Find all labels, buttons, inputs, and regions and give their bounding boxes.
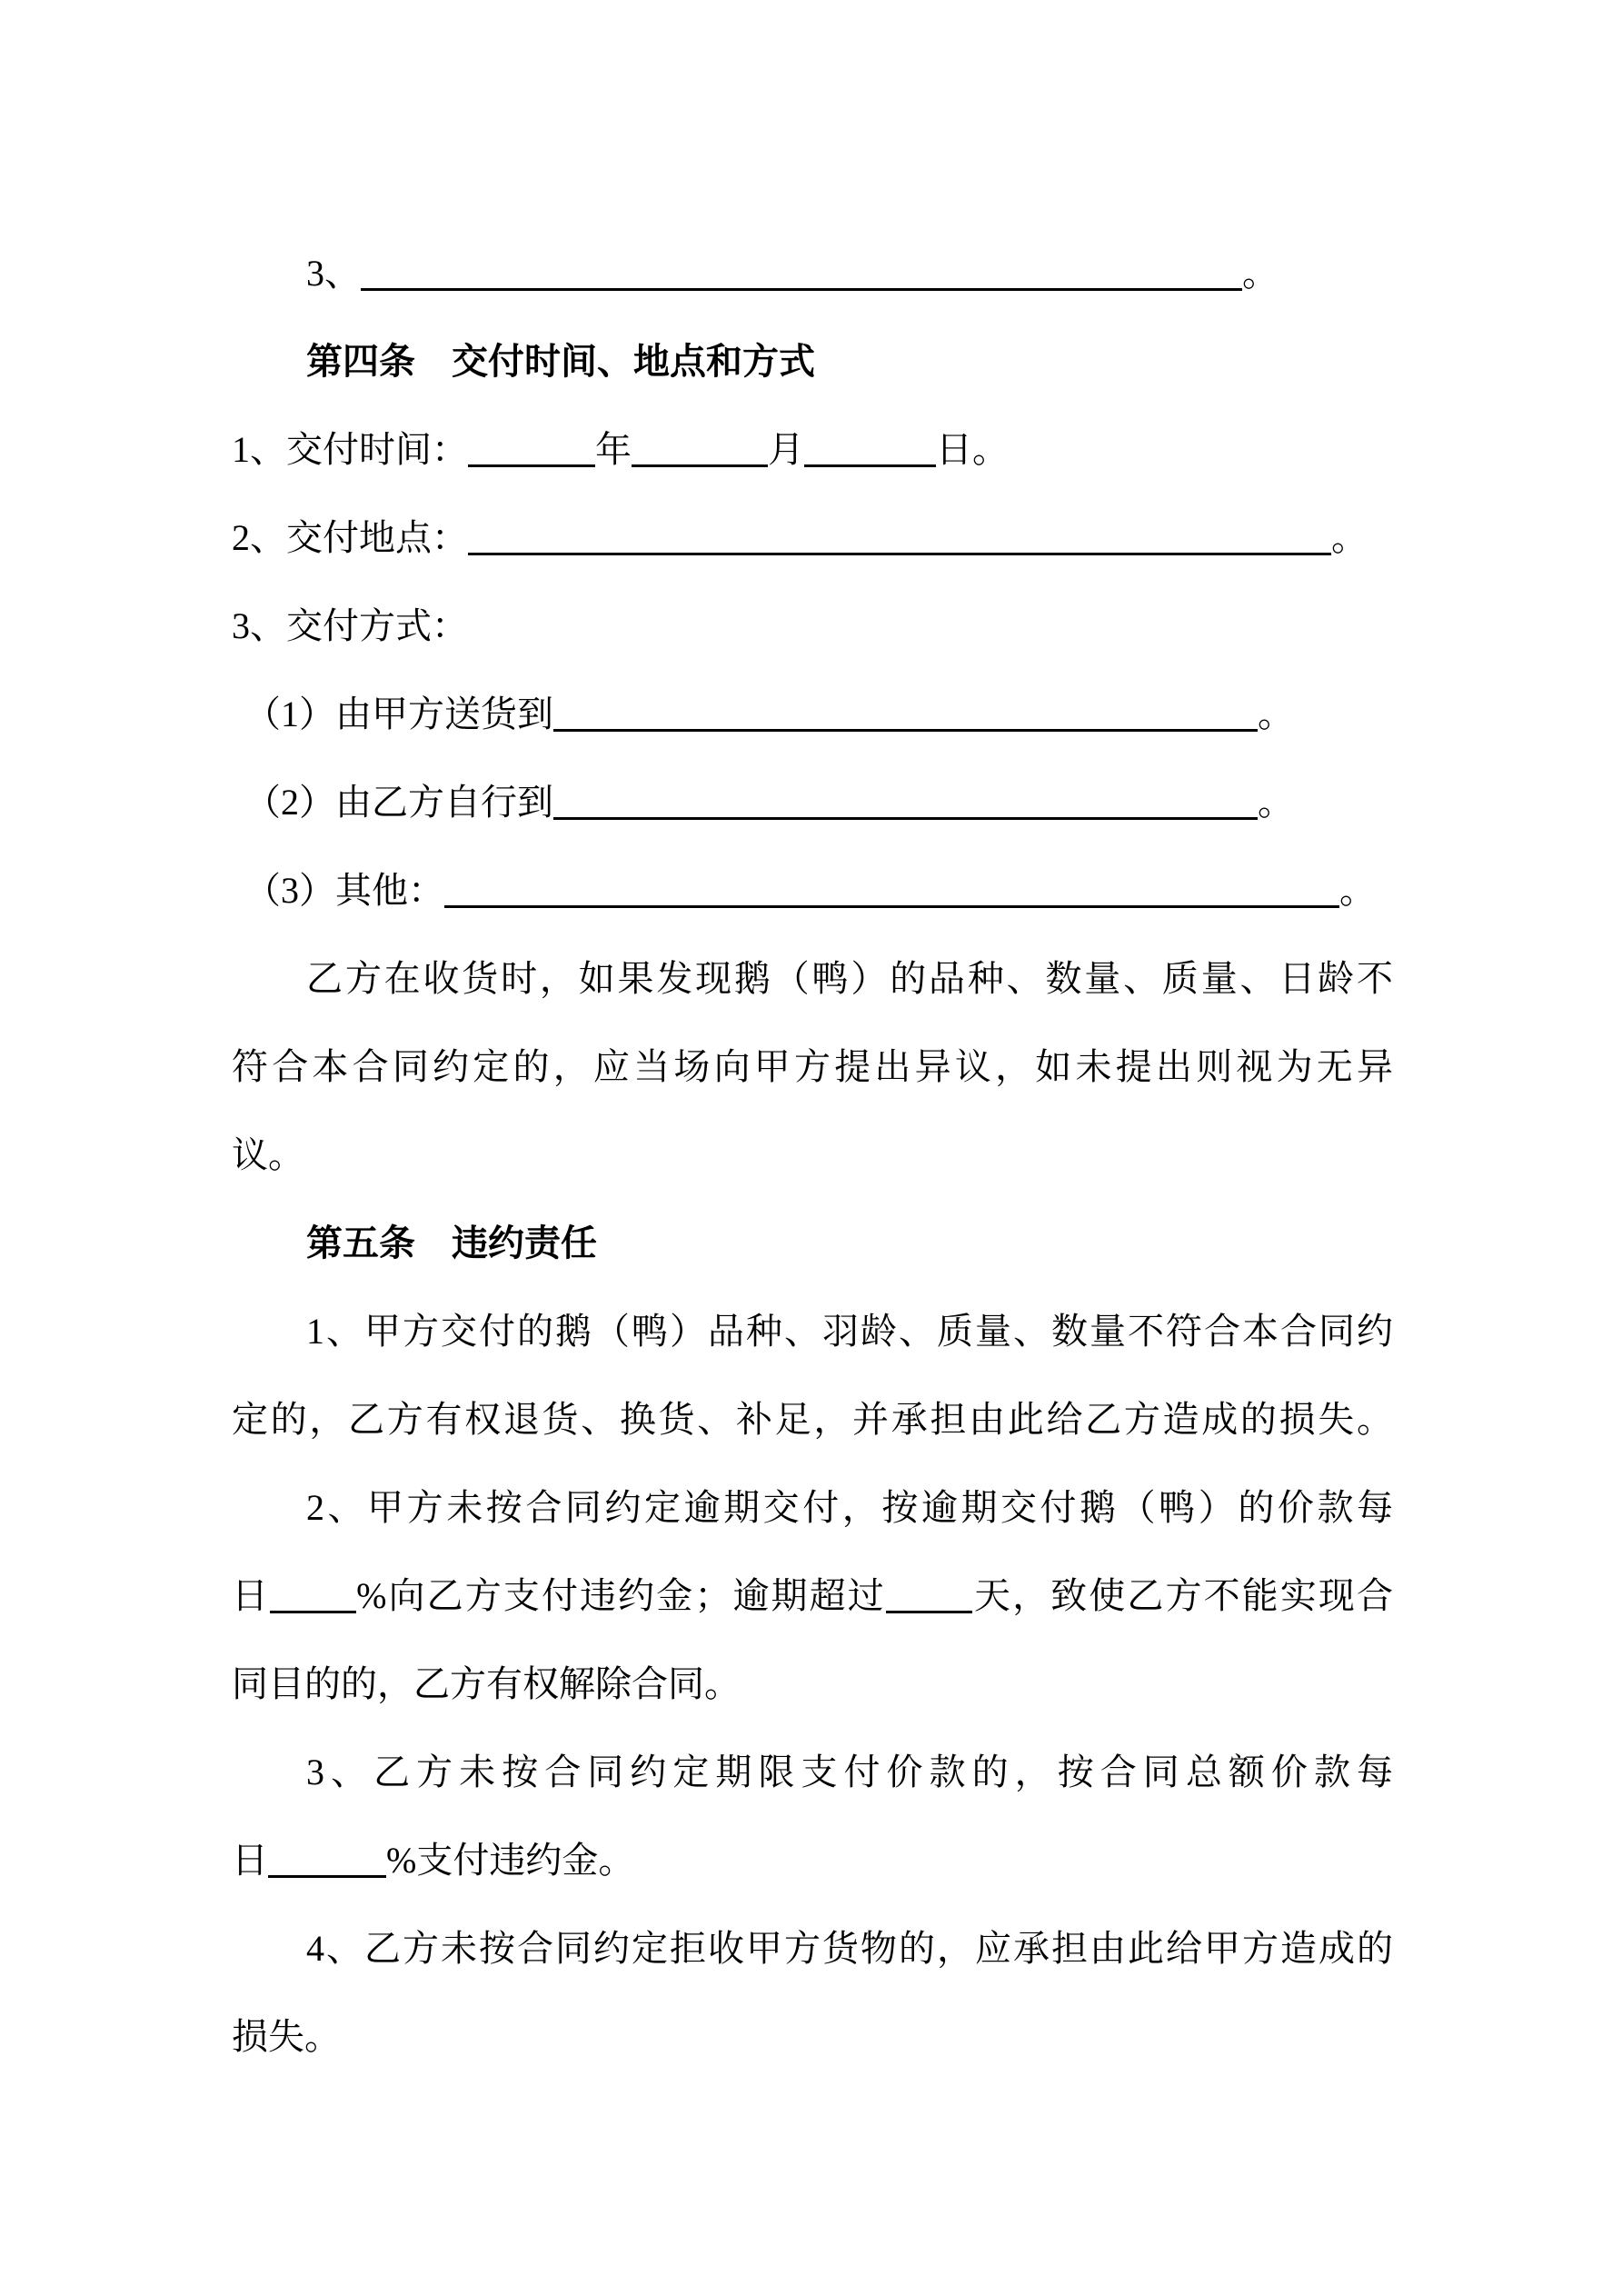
- text-run: 3、乙方未按合同约定期限支付价款的，按合同总额价款每: [306, 1752, 1393, 1792]
- line-breach-2-line2: [232, 1552, 1393, 1640]
- text-run: 1、甲方交付的鹅（鸭）品种、羽龄、质量、数量不符合本合同约: [306, 1311, 1393, 1352]
- text-run: 1、交付时间：: [232, 429, 468, 470]
- document-content: [232, 229, 1393, 2081]
- line-breach-1-line1: [232, 1287, 1393, 1375]
- text-run: 日。: [936, 429, 1009, 470]
- blank-underline: [468, 544, 1331, 555]
- text-run: %向乙方支付违约金；逾期超过: [356, 1575, 886, 1616]
- text-run: （2）由乙方自行到: [244, 782, 553, 823]
- blank-underline: [553, 721, 1258, 732]
- blank-underline: [468, 456, 595, 467]
- text-run: 同目的的，乙方有权解除合同。: [232, 1663, 741, 1704]
- line-delivery-method: [232, 582, 1393, 670]
- text-run: 。: [1258, 694, 1294, 734]
- text-run: 日: [232, 1575, 271, 1616]
- line-inspection-para-line2: [232, 1023, 1393, 1111]
- text-run: 。: [1242, 253, 1279, 294]
- blank-underline: [444, 897, 1339, 908]
- blank-underline: [804, 456, 936, 467]
- text-run: %支付违约金。: [386, 1840, 635, 1881]
- text-run: 符合本合同约定的，应当场向甲方提出异议，如未提出则视为无异: [232, 1046, 1393, 1087]
- text-run: 年: [595, 429, 632, 470]
- text-run: 日: [232, 1840, 268, 1881]
- text-run: 。: [1258, 782, 1294, 823]
- text-run: 。: [1331, 517, 1368, 558]
- blank-underline: [553, 809, 1258, 820]
- line-breach-2-line3: [232, 1640, 1393, 1728]
- line-delivery-time: [232, 405, 1393, 494]
- blank-underline: [886, 1602, 972, 1613]
- text-run: 2、交付地点：: [232, 517, 468, 558]
- text-run: 4、乙方未按合同约定拒收甲方货物的，应承担由此给甲方造成的: [306, 1928, 1393, 1969]
- text-run: 乙方在收货时，如果发现鹅（鸭）的品种、数量、质量、日龄不: [306, 958, 1393, 999]
- line-item-3-blank: [232, 229, 1393, 317]
- line-breach-2-line1: [232, 1463, 1393, 1552]
- blank-underline: [632, 456, 768, 467]
- line-breach-3-line1: [232, 1728, 1393, 1816]
- line-method-2: [232, 758, 1393, 846]
- text-run: （3）其他：: [244, 870, 444, 911]
- text-run: 第四条 交付时间、地点和方式: [306, 341, 815, 382]
- text-run: 第五条 违约责任: [306, 1223, 597, 1263]
- text-run: 定的，乙方有权退货、换货、补足，并承担由此给乙方造成的损失。: [232, 1399, 1393, 1440]
- line-method-1: [232, 670, 1393, 758]
- text-run: 议。: [232, 1134, 304, 1175]
- line-breach-4-line2: [232, 1992, 1393, 2081]
- line-article4-heading: [232, 317, 1393, 405]
- text-run: 3、交付方式：: [232, 605, 468, 646]
- text-run: 天，致使乙方不能实现合: [971, 1575, 1394, 1616]
- text-run: 2、甲方未按合同约定逾期交付，按逾期交付鹅（鸭）的价款每: [306, 1487, 1393, 1528]
- text-run: 月: [768, 429, 804, 470]
- blank-underline: [361, 280, 1242, 291]
- line-delivery-place: [232, 494, 1393, 582]
- blank-underline: [270, 1602, 356, 1613]
- line-inspection-para-line3: [232, 1111, 1393, 1199]
- text-run: 。: [1339, 870, 1376, 911]
- line-breach-4-line1: [232, 1904, 1393, 1992]
- line-inspection-para-line1: [232, 934, 1393, 1023]
- line-method-3: [232, 846, 1393, 934]
- text-run: 3、: [306, 253, 361, 294]
- line-breach-3-line2: [232, 1816, 1393, 1904]
- text-run: （1）由甲方送货到: [244, 694, 553, 734]
- line-breach-1-line2: [232, 1375, 1393, 1463]
- blank-underline: [268, 1867, 386, 1878]
- line-article5-heading: [232, 1199, 1393, 1287]
- text-run: 损失。: [232, 2016, 341, 2057]
